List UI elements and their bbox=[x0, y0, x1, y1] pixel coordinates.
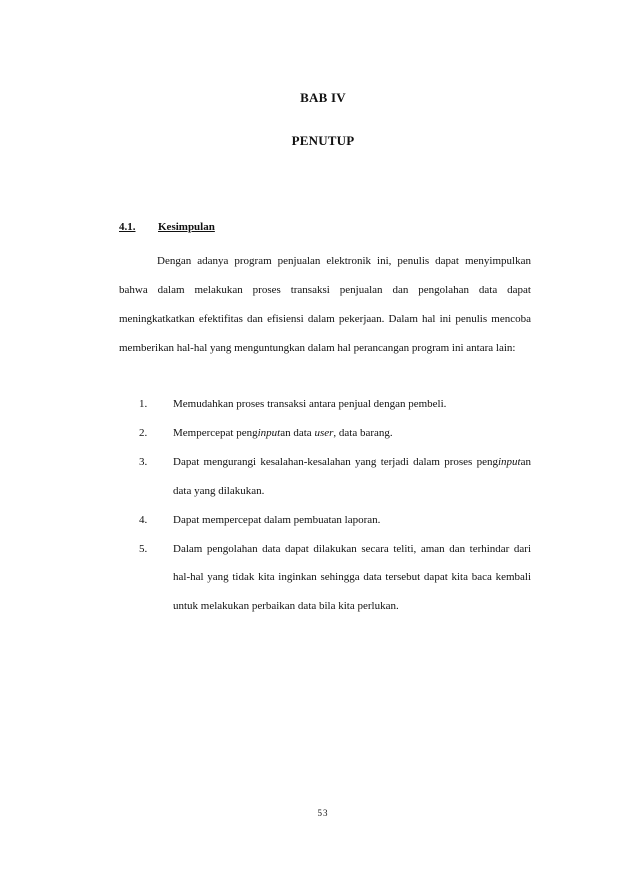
list-item bbox=[119, 535, 531, 622]
list-item-text-part: Mempercepat peng bbox=[173, 426, 258, 439]
list-item-text: Memudahkan proses transaksi antara penjual dengan pembeli. bbox=[173, 398, 447, 410]
section-title: Kesimpulan bbox=[158, 221, 215, 233]
chapter-label: BAB IV bbox=[300, 90, 346, 105]
list-item-text: Dalam pengolahan data dapat dilakukan secara teliti, aman dan terhindar dari hal-hal yang tidak kita inginkan sehingga data tersebut dapat kita baca kembali untuk melakukan perbaikan data bila kita perlukan. bbox=[173, 542, 531, 613]
intro-paragraph: Dengan adanya program penjualan elektronik ini, penulis dapat menyimpulkan bahwa dalam melakukan proses transaksi penjualan dan pengolahan data dapat meningkatkatkan efektifitas dan efisiensi dalam pekerjaan. Dalam hal ini penulis mencoba memberikan hal-hal yang menguntungkan dalam hal perancangan program ini antara lain: bbox=[119, 255, 531, 354]
chapter-title: PENUTUP bbox=[291, 133, 355, 148]
list-item-text: Dapat mempercepat dalam pembuatan laporan. bbox=[173, 513, 381, 526]
list-item bbox=[119, 448, 531, 506]
list-item-number: 1. bbox=[139, 398, 148, 410]
list-item bbox=[119, 506, 531, 535]
list-item-number: 2. bbox=[139, 426, 148, 439]
list-item-number: 5. bbox=[139, 542, 148, 555]
section-number: 4.1. bbox=[119, 221, 136, 233]
list-item-text-italic: input bbox=[257, 426, 281, 439]
list-item-text-part: an data yang dilakukan. bbox=[173, 455, 531, 497]
list-item-text-italic: input bbox=[497, 455, 521, 468]
list-item-number: 3. bbox=[139, 455, 148, 468]
page-number: 53 bbox=[317, 808, 329, 818]
list-item-text-part: , data barang. bbox=[333, 426, 393, 439]
conclusion-list bbox=[119, 390, 531, 621]
list-item-text-part: an data bbox=[280, 426, 315, 439]
list-item-text bbox=[173, 448, 531, 506]
section-heading bbox=[119, 221, 215, 233]
list-item-number: 4. bbox=[139, 513, 148, 526]
list-item-text-part: Dapat mengurangi kesalahan-kesalahan yang terjadi dalam proses peng bbox=[173, 455, 498, 468]
list-item-text bbox=[173, 419, 531, 448]
list-item bbox=[119, 390, 531, 419]
list-item bbox=[119, 419, 531, 448]
list-item-text-italic: user bbox=[314, 426, 334, 439]
